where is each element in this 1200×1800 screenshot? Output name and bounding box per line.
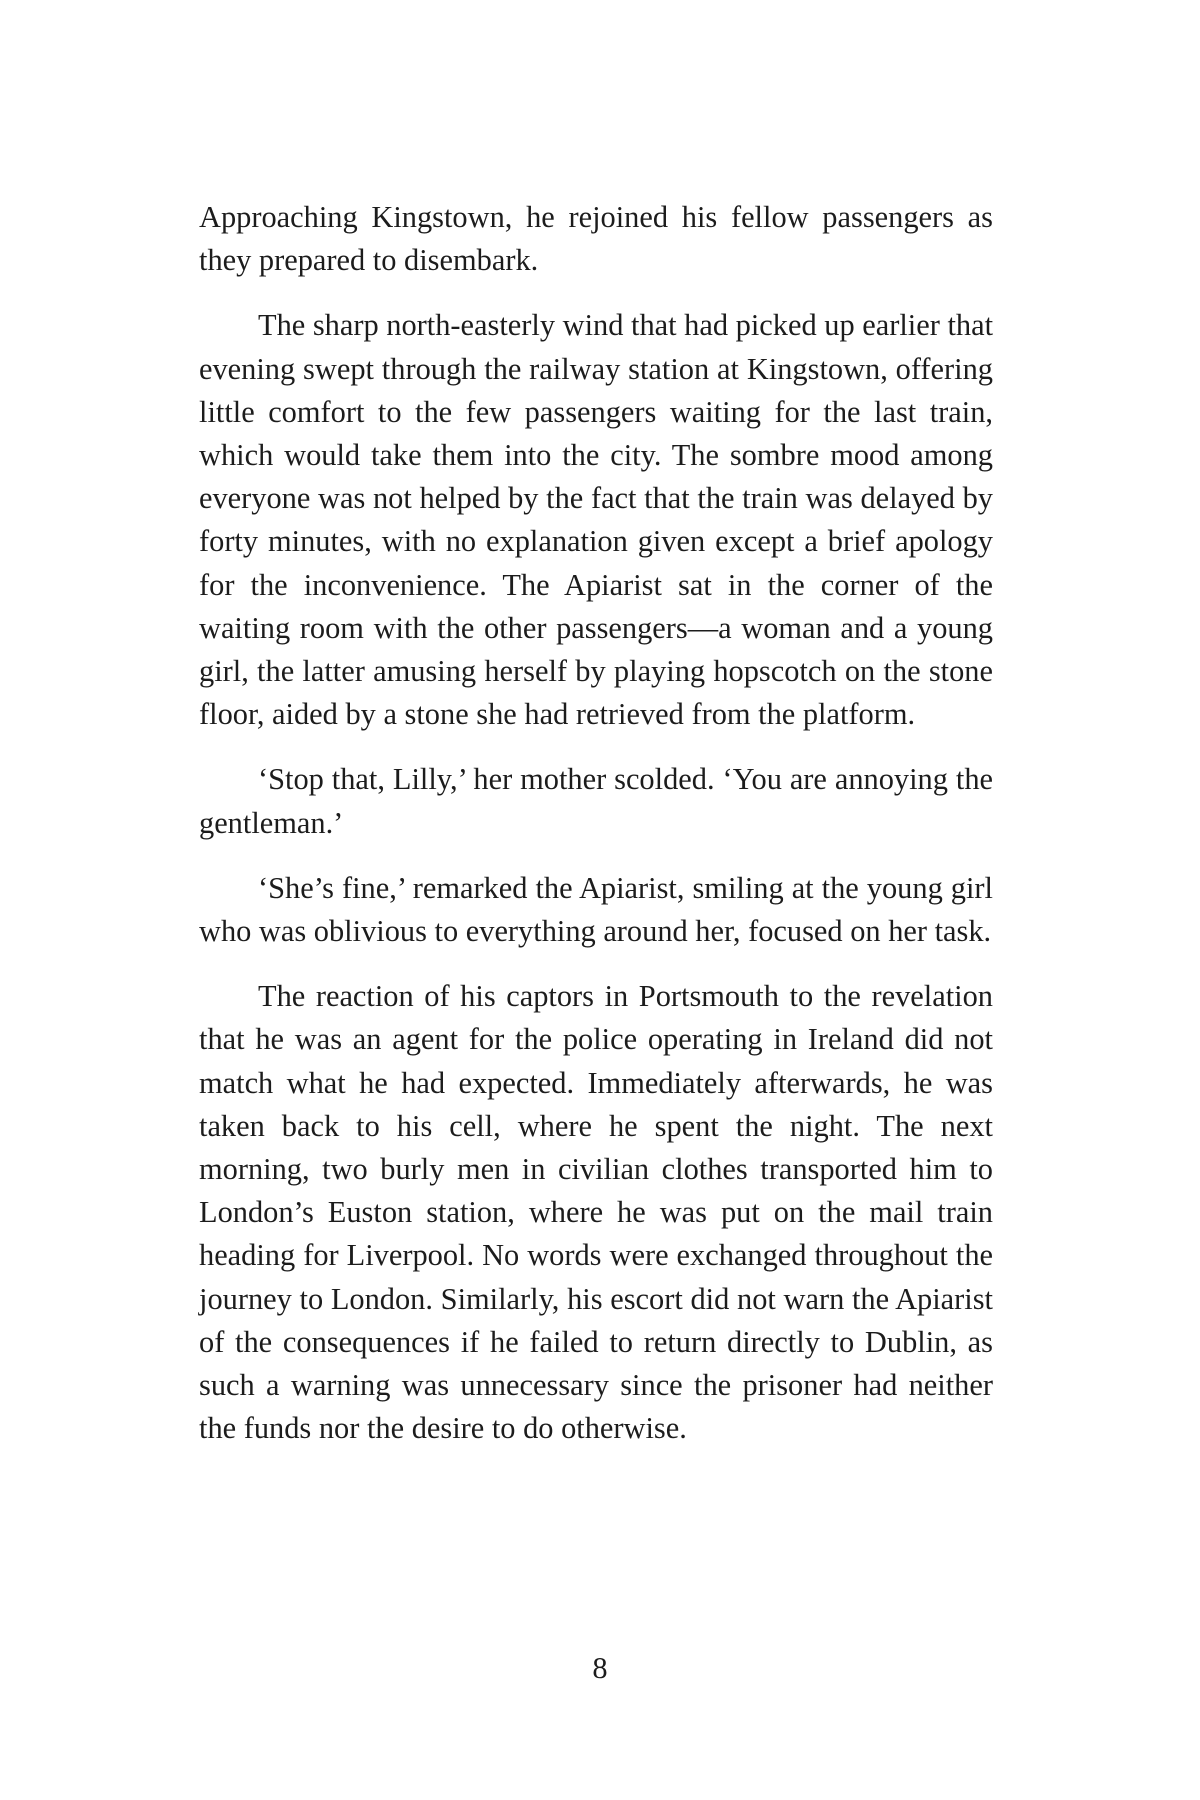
paragraph: ‘She’s fine,’ remarked the Apiarist, smiling at the young girl who was oblivious to everything around her, focused on her task. [199, 870, 993, 949]
paragraph: The reaction of his captors in Portsmouth to the revelation that he was an agent for the police operating in Ireland did not match what he had expected. Immediately afterwards, he was taken back to his cell, where he spent the night. The next morning, two burly men in civilian clothes transported him to London’s Euston station, where he was put on the mail train heading for Liverpool. No words were exchanged throughout the journey to London. Similarly, his escort did not warn the Apiarist of the consequences if he failed to return directly to Dublin, as such a warning was unnecessary since the prisoner had neither the funds nor the desire to do otherwise. [199, 979, 993, 1446]
page-number: 8 [592, 1651, 608, 1685]
page-body [199, 196, 993, 1472]
paragraph: ‘Stop that, Lilly,’ her mother scolded. ‘You are annoying the gentleman.’ [199, 762, 993, 840]
paragraph: Approaching Kingstown, he rejoined his fellow passengers as they prepared to disembark. [199, 200, 993, 278]
paragraph: The sharp north-easterly wind that had picked up earlier that evening swept through the railway station at Kingstown, offering little comfort to the few passengers waiting for the last train, which would take them into the city. The sombre mood among everyone was not helped by the fact that the train was delayed by forty minutes, with no explanation given except a brief apology for the inconvenience. The Apiarist sat in the corner of the waiting room with the other passengers—a woman and a young girl, the latter amusing herself by playing hopscotch on the stone floor, aided by a stone she had retrieved from the platform. [199, 308, 994, 732]
